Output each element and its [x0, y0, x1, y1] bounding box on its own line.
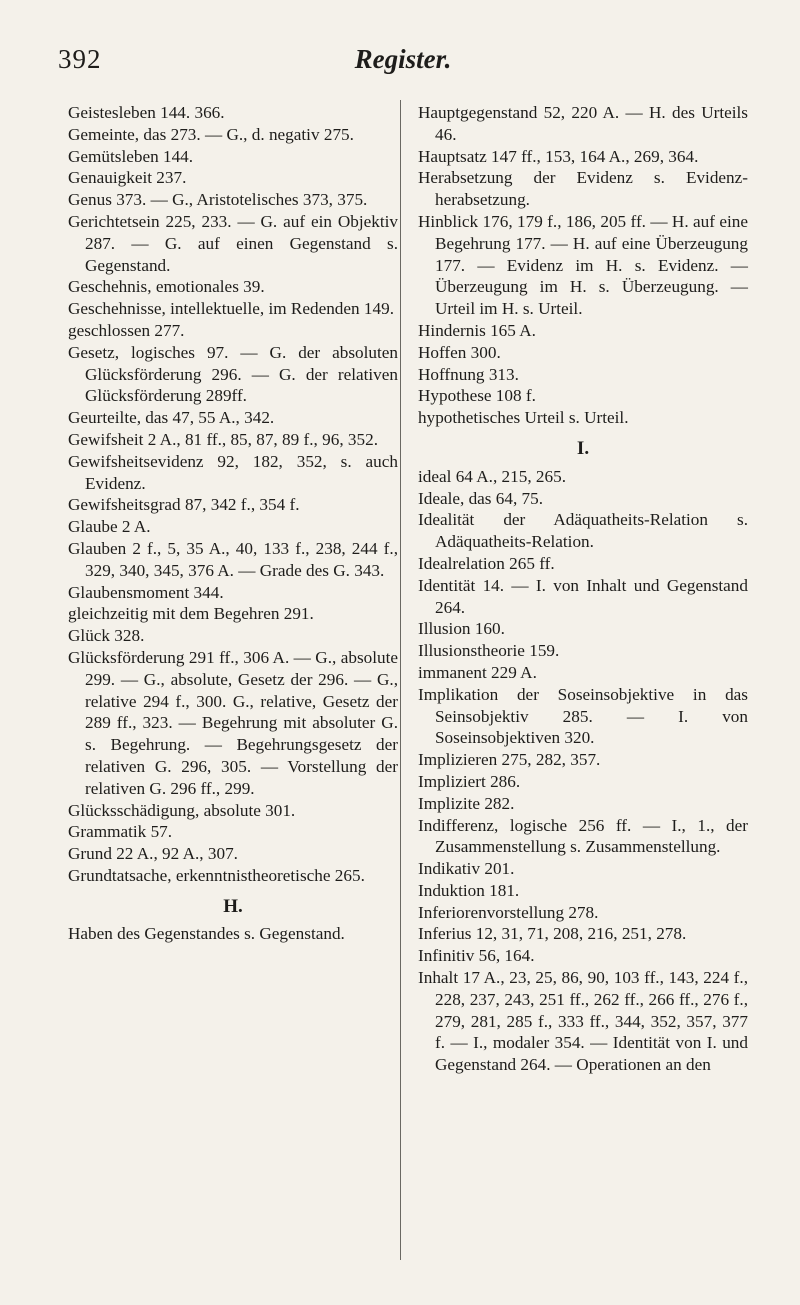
index-entry: immanent 229 A.: [418, 662, 537, 682]
index-entry: Gemeinte, das 273. — G., d. negativ 275.: [68, 124, 354, 144]
index-entry: Hoffnung 313.: [418, 364, 519, 384]
index-entry: Glaube 2 A.: [68, 517, 151, 537]
index-entry: Gewifsheitsgrad 87, 342 f., 354 f.: [68, 495, 300, 515]
index-entry: gleichzeitig mit dem Begehren 291.: [68, 604, 314, 624]
index-entry: Inhalt 17 A., 23, 25, 86, 90, 103 ff., 143, 224 f., 228, 237, 243, 251 ff., 262 ff., 266 ff., 276 f., 279, 281, 285 f., 333 ff., 344, 352, 357, 377 f. — I., modaler 354. — Identität von I. und Gegenstand 264. — Operationen an den: [418, 968, 748, 1075]
index-entry: Hindernis 165 A.: [418, 320, 536, 340]
index-entry: Genauigkeit 237.: [68, 168, 187, 188]
index-entry: Infinitiv 56, 164.: [418, 946, 535, 966]
index-entry: Herabsetzung der Evidenz s. Evidenzherabsetzung.: [418, 168, 748, 210]
index-entry: Grammatik 57.: [68, 822, 173, 842]
index-entry: Hauptsatz 147 ff., 153, 164 A., 269, 364.: [418, 146, 699, 166]
index-entry: hypothetisches Urteil s. Urteil.: [418, 408, 629, 428]
index-entry: Implikation der Soseinsobjektive in das Seinsobjektiv 285. — I. von Soseinsobjektiven 320.: [418, 684, 748, 748]
index-entry: Gewifsheitsevidenz 92, 182, 352, s. auch Evidenz.: [68, 451, 398, 493]
left-entries-h: [68, 923, 398, 945]
index-entry: Indikativ 201.: [418, 859, 515, 879]
index-entry: Idealrelation 265 ff.: [418, 553, 555, 573]
index-entry: Indifferenz, logische 256 ff. — I., 1., der Zusammenstellung s. Zusammenstellung.: [418, 815, 748, 857]
index-entry: Identität 14. — I. von Inhalt und Gegenstand 264.: [418, 575, 748, 617]
section-heading-h: H.: [223, 895, 243, 917]
page-number: 392: [58, 44, 102, 74]
index-entry: Geschehnis, emotionales 39.: [68, 277, 265, 297]
index-entry: Gemütsleben 144.: [68, 146, 194, 166]
right-entries-i: [418, 466, 748, 1076]
index-entry: Gesetz, logisches 97. — G. der absoluten Glücksförderung 296. — G. der relativen Glücksförderung 289ff.: [68, 342, 398, 406]
index-entry: Illusionstheorie 159.: [418, 641, 560, 661]
index-entry: Hypothese 108 f.: [418, 386, 536, 406]
left-column: [68, 102, 398, 945]
index-entry: Induktion 181.: [418, 880, 520, 900]
index-entry: Geurteilte, das 47, 55 A., 342.: [68, 408, 275, 428]
index-entry: Glauben 2 f., 5, 35 A., 40, 133 f., 238, 244 f., 329, 340, 345, 376 A. — Grade des G. 343.: [68, 538, 398, 580]
right-entries-h: [418, 102, 748, 429]
index-entry: geschlossen 277.: [68, 320, 185, 340]
index-entry: Geschehnisse, intellektuelle, im Redenden 149.: [68, 299, 395, 319]
index-entry: Glück 328.: [68, 626, 145, 646]
column-divider: [400, 100, 401, 1260]
index-entry: Inferiorenvorstellung 278.: [418, 902, 599, 922]
index-entry: Gerichtetsein 225, 233. — G. auf ein Objektiv 287. — G. auf einen Gegenstand s. Gegenstand.: [68, 211, 398, 275]
page-header: [58, 44, 748, 84]
index-entry: Genus 373. — G., Aristotelisches 373, 375.: [68, 190, 368, 210]
index-entry: Idealität der Adäquatheits-Relation s. Adäquatheits-Relation.: [418, 510, 748, 552]
index-entry: Grund 22 A., 92 A., 307.: [68, 844, 238, 864]
index-entry: Hauptgegenstand 52, 220 A. — H. des Urteils 46.: [418, 103, 748, 144]
index-entry: Hoffen 300.: [418, 342, 501, 362]
section-heading-i: I.: [576, 437, 590, 459]
index-entry: Implizieren 275, 282, 357.: [418, 750, 601, 770]
index-entry: Glücksschädigung, absolute 301.: [68, 800, 296, 820]
index-entry: ideal 64 A., 215, 265.: [418, 466, 566, 486]
index-entry: Geistesleben 144. 366.: [68, 103, 225, 122]
index-entry: Hinblick 176, 179 f., 186, 205 ff. — H. auf eine Begehrung 177. — H. auf eine Überzeugung 177. — Evidenz im H. s. Evidenz. — Überzeugung im H. s. Überzeugung. — Urteil im H. s. Urteil.: [418, 211, 748, 319]
index-entry: Illusion 160.: [418, 619, 505, 639]
index-entry: Ideale, das 64, 75.: [418, 488, 544, 508]
index-entry: Gewifsheit 2 A., 81 ff., 85, 87, 89 f., 96, 352.: [68, 429, 378, 449]
right-column: [418, 102, 748, 1076]
left-entries-g: [68, 102, 398, 887]
running-title: Register.: [354, 44, 452, 74]
index-entry: Glaubensmoment 344.: [68, 582, 224, 602]
index-entry: Inferius 12, 31, 71, 208, 216, 251, 278.: [418, 924, 687, 944]
index-entry: Impliziert 286.: [418, 771, 521, 791]
index-entry: Glücksförderung 291 ff., 306 A. — G., absolute 299. — G., absolute, Gesetz der 296. — G., relative 294 f., 300. G., relative, Gesetz der 289 ff., 323. — Begehrung mit absoluter G. s. Begehrung. — Begehrungsgesetz der relativen G. 296, 305. — Vorstellung der relativen G. 296 ff., 299.: [68, 647, 398, 798]
index-entry: Implizite 282.: [418, 793, 515, 813]
index-entry: Grundtatsache, erkenntnistheoretische 265.: [68, 865, 365, 885]
index-entry: Haben des Gegenstandes s. Gegenstand.: [68, 924, 345, 944]
